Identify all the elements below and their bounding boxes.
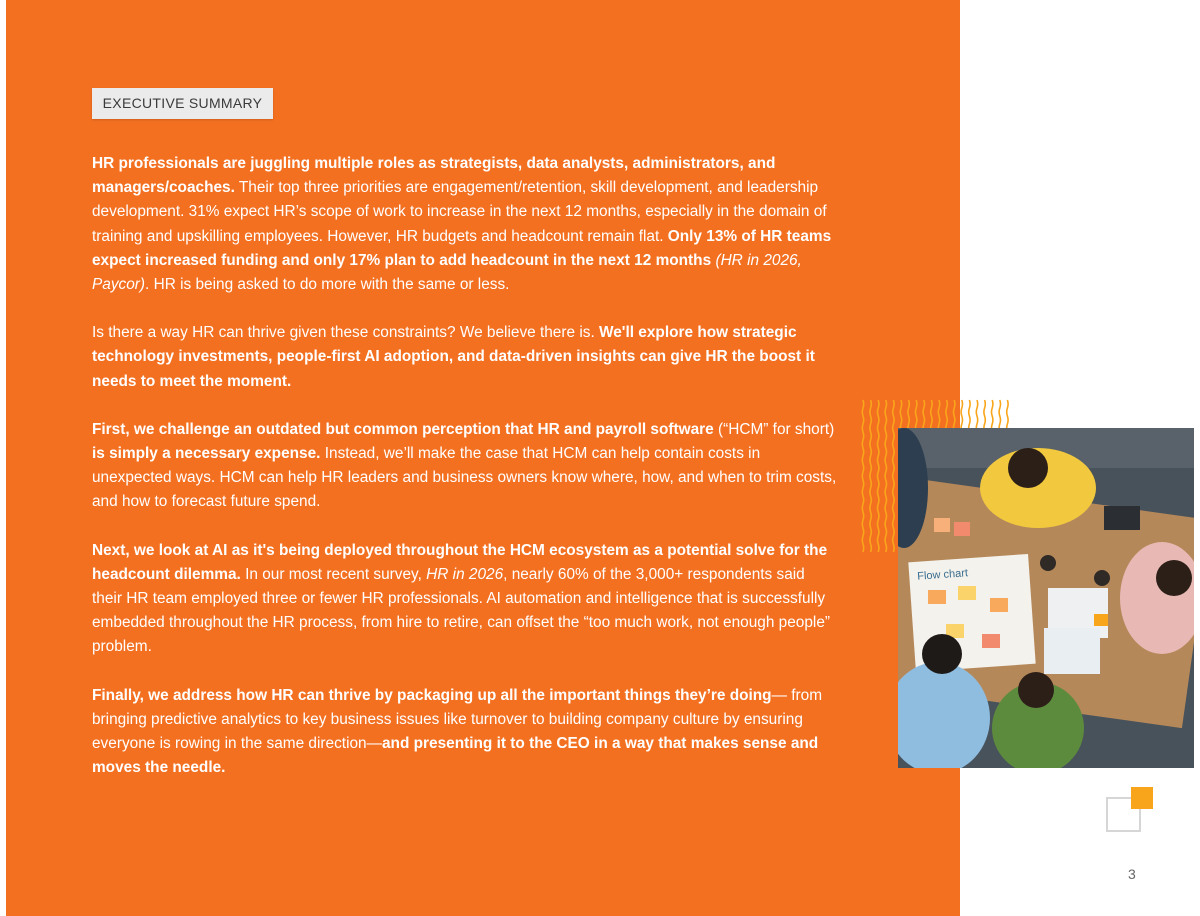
text-run: First, we challenge an outdated but common perception that HR and payroll software [92, 420, 714, 438]
text-run: — from bringing predictive analytics to key business issues like turnover to building company culture by ensuring everyone is rowing in the same direction— [92, 686, 823, 753]
body-text [92, 152, 837, 804]
paragraph [92, 321, 837, 394]
text-run: is simply a necessary expense. [92, 445, 321, 463]
text-run: Finally, we address how HR can thrive by packaging up all the important things they’re doing [92, 686, 772, 704]
text-run: . HR is being asked to do more with the same or less. [145, 276, 510, 294]
text-run: We'll explore how strategic technology investments, people-first AI adoption, and data-driven insights can give HR the boost it needs to meet the moment. [92, 324, 815, 390]
text-run: Is there a way HR can thrive given these constraints? We believe there is. [92, 324, 599, 342]
flipchart-label: Flow chart [916, 567, 969, 583]
text-run: In our most recent survey, [240, 565, 427, 583]
text-run: (“HCM” for short) [713, 420, 835, 438]
text-run: Only 13% of HR teams expect increased funding and only 17% plan to add headcount in the next 12 months [92, 227, 832, 269]
text-run: HR in 2026 [426, 565, 504, 583]
text-run: Next, we look at AI as it's being deployed throughout the HCM ecosystem as a potential solve for the headcount dilemma. [92, 541, 828, 583]
stripe-line [862, 400, 863, 552]
accent-square [1131, 787, 1153, 809]
page-number: 3 [1128, 866, 1136, 882]
section-tag: EXECUTIVE SUMMARY [92, 88, 273, 119]
text-run: Their top three priorities are engagement/retention, skill development, and leadership development. 31% expect HR’s scope of work to increase in the next 12 months, especially in the domain of training and upskilling employees. However, HR budgets and headcount remain flat. [92, 179, 827, 245]
stripe-line [885, 400, 886, 552]
paragraph [92, 684, 837, 781]
stripe-line [893, 400, 894, 552]
stripe-line [870, 400, 871, 552]
text-run: HR professionals are juggling multiple roles as strategists, data analysts, administrators, and managers/coaches. [92, 155, 776, 197]
paragraph [92, 152, 837, 297]
paragraph [92, 418, 837, 515]
text-run: Instead, we’ll make the case that HCM can help contain costs in unexpected ways. HCM can help HR leaders and business owners know where, how, and when to trim costs, and how to forecast future spend. [92, 445, 837, 511]
text-run: (HR in 2026, Paycor) [92, 251, 802, 294]
decorative-squares [1104, 785, 1156, 835]
text-run: , nearly 60% of the 3,000+ respondents said their HR team employed three or fewer HR professionals. AI automation and intelligence that is successfully embedded throughout the HR process, from hire to retire, can offset the “too much work, not enough people” problem. [92, 565, 831, 656]
paragraph [92, 539, 837, 660]
team-meeting-photo [898, 428, 1194, 768]
text-run: and presenting it to the CEO in a way that makes sense and moves the needle. [92, 735, 819, 777]
stripe-line [878, 400, 879, 552]
